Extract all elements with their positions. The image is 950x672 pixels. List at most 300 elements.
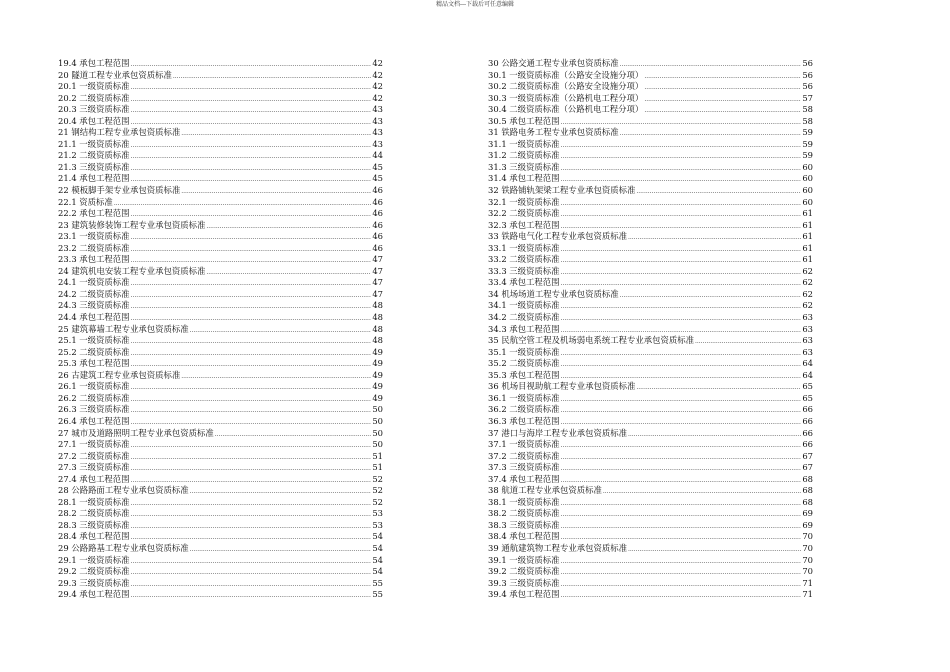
toc-entry-page-number: 61 (802, 208, 813, 219)
toc-entry-title: 33.4 承包工程范围 (488, 277, 560, 288)
toc-entry[interactable] (58, 231, 383, 243)
toc-entry-page-number: 50 (372, 415, 383, 426)
toc-entry[interactable] (58, 289, 383, 301)
toc-dot-leader (561, 508, 802, 520)
toc-entry-page-number: 44 (372, 150, 383, 161)
toc-entry-title: 38.3 三级资质标准 (488, 519, 560, 530)
toc-entry[interactable] (488, 266, 813, 278)
toc-entry-title: 39.4 承包工程范围 (488, 589, 560, 600)
toc-entry[interactable] (58, 416, 383, 428)
toc-entry-title: 20.2 二级资质标准 (58, 92, 130, 103)
toc-entry-page-number: 60 (802, 161, 813, 172)
toc-entry-title: 21 钢结构工程专业承包资质标准 (58, 127, 181, 138)
toc-entry[interactable] (58, 428, 383, 440)
toc-entry-title: 22.1 资质标准 (58, 196, 113, 207)
toc-entry-title: 38.4 承包工程范围 (488, 531, 560, 542)
toc-entry-page-number: 49 (372, 392, 383, 403)
toc-entry[interactable] (58, 543, 383, 555)
toc-entry[interactable] (58, 312, 383, 324)
toc-entry-title: 37.1 一级资质标准 (488, 439, 560, 450)
toc-dot-leader (561, 150, 802, 162)
toc-entry[interactable] (488, 277, 813, 289)
toc-dot-leader (561, 497, 802, 509)
toc-entry[interactable] (488, 197, 813, 209)
toc-entry-page-number: 50 (372, 404, 383, 415)
toc-dot-leader (181, 370, 371, 382)
toc-dot-leader (636, 381, 801, 393)
toc-entry-title: 30 公路交通工程专业承包资质标准 (488, 58, 619, 68)
toc-entry-title: 24 建筑机电安装工程专业承包资质标准 (58, 265, 206, 276)
toc-dot-leader (206, 266, 371, 278)
toc-entry-title: 30.1 一级资质标准（公路安全设施分项） (488, 69, 644, 80)
toc-entry-page-number: 68 (802, 473, 813, 484)
toc-entry-page-number: 55 (372, 577, 383, 588)
toc-entry-page-number: 49 (372, 381, 383, 392)
toc-dot-leader (561, 474, 802, 486)
toc-entry-title: 21.2 二级资质标准 (58, 150, 130, 161)
toc-entry-title: 31.3 三级资质标准 (488, 161, 560, 172)
toc-entry-page-number: 66 (802, 415, 813, 426)
toc-entry[interactable] (488, 555, 813, 567)
toc-dot-leader (561, 462, 802, 474)
toc-entry[interactable] (488, 150, 813, 162)
toc-entry-page-number: 62 (802, 265, 813, 276)
toc-entry[interactable] (58, 589, 383, 601)
toc-entry[interactable] (488, 404, 813, 416)
toc-entry[interactable] (488, 508, 813, 520)
toc-entry[interactable] (488, 531, 813, 543)
toc-entry[interactable] (58, 173, 383, 185)
toc-entry[interactable] (58, 150, 383, 162)
toc-dot-leader (561, 300, 802, 312)
toc-entry[interactable] (488, 289, 813, 301)
toc-entry[interactable] (488, 58, 813, 70)
toc-entry-title: 30.2 二级资质标准（公路安全设施分项） (488, 81, 644, 92)
toc-dot-leader (628, 543, 801, 555)
toc-entry[interactable] (58, 578, 383, 590)
toc-dot-leader (561, 451, 802, 463)
toc-dot-leader (561, 370, 802, 382)
toc-dot-leader (131, 520, 372, 532)
toc-entry-page-number: 60 (802, 185, 813, 196)
toc-entry-page-number: 45 (372, 173, 383, 184)
toc-entry-page-number: 67 (802, 450, 813, 461)
toc-entry[interactable] (58, 81, 383, 93)
toc-entry-title: 34.2 二级资质标准 (488, 312, 560, 323)
toc-entry-page-number: 63 (802, 323, 813, 334)
toc-entry-page-number: 46 (372, 196, 383, 207)
toc-entry[interactable] (488, 370, 813, 382)
toc-entry[interactable] (488, 497, 813, 509)
toc-dot-leader (603, 485, 802, 497)
toc-entry[interactable] (58, 474, 383, 486)
toc-entry[interactable] (488, 185, 813, 197)
toc-entry-page-number: 47 (372, 254, 383, 265)
toc-entry[interactable] (488, 428, 813, 440)
toc-entry-page-number: 48 (372, 335, 383, 346)
toc-dot-leader (131, 81, 372, 93)
toc-dot-leader (561, 220, 802, 232)
toc-entry-page-number: 42 (372, 69, 383, 80)
toc-entry-page-number: 47 (372, 288, 383, 299)
toc-entry-title: 22 模板脚手架专业承包资质标准 (58, 185, 181, 196)
toc-dot-leader (131, 93, 372, 105)
toc-entry[interactable] (58, 277, 383, 289)
toc-entry[interactable] (58, 451, 383, 463)
toc-entry[interactable] (58, 104, 383, 116)
toc-entry-title: 23 建筑装修装饰工程专业承包资质标准 (58, 219, 206, 230)
toc-entry-title: 32.3 承包工程范围 (488, 219, 560, 230)
toc-entry[interactable] (58, 127, 383, 139)
toc-entry-title: 33.3 三级资质标准 (488, 265, 560, 276)
toc-entry[interactable] (488, 485, 813, 497)
toc-entry-title: 29 公路路基工程专业承包资质标准 (58, 542, 189, 553)
toc-dot-leader (561, 566, 802, 578)
toc-entry-page-number: 54 (372, 566, 383, 577)
toc-entry[interactable] (58, 335, 383, 347)
toc-entry-page-number: 59 (802, 138, 813, 149)
toc-entry-page-number: 49 (372, 369, 383, 380)
toc-entry[interactable] (488, 220, 813, 232)
toc-dot-leader (131, 335, 372, 347)
toc-entry-page-number: 62 (802, 277, 813, 288)
toc-entry[interactable] (488, 451, 813, 463)
toc-entry[interactable] (58, 197, 383, 209)
toc-entry-title: 36.3 承包工程范围 (488, 415, 560, 426)
toc-entry-page-number: 56 (802, 58, 813, 68)
toc-entry-page-number: 46 (372, 208, 383, 219)
toc-entry-page-number: 43 (372, 115, 383, 126)
toc-dot-leader (131, 566, 372, 578)
toc-entry-page-number: 60 (802, 173, 813, 184)
toc-entry-title: 23.2 二级资质标准 (58, 242, 130, 253)
toc-entry-title: 27.2 二级资质标准 (58, 450, 130, 461)
toc-dot-leader (644, 104, 801, 116)
toc-entry[interactable] (488, 208, 813, 220)
toc-entry[interactable] (58, 404, 383, 416)
toc-entry[interactable] (58, 116, 383, 128)
toc-entry-title: 39.2 二级资质标准 (488, 566, 560, 577)
toc-entry[interactable] (58, 162, 383, 174)
toc-entry[interactable] (58, 508, 383, 520)
toc-dot-leader (131, 254, 372, 266)
toc-entry[interactable] (488, 312, 813, 324)
toc-entry[interactable] (58, 243, 383, 255)
toc-entry[interactable] (58, 566, 383, 578)
toc-entry[interactable] (488, 347, 813, 359)
toc-entry-page-number: 56 (802, 81, 813, 92)
toc-entry-page-number: 54 (372, 554, 383, 565)
toc-entry-title: 29.3 三级资质标准 (58, 577, 130, 588)
toc-entry-page-number: 42 (372, 58, 383, 68)
toc-entry[interactable] (488, 139, 813, 151)
toc-entry-page-number: 70 (802, 531, 813, 542)
toc-entry-title: 28.1 一级资质标准 (58, 496, 130, 507)
toc-dot-leader (131, 289, 372, 301)
toc-entry[interactable] (488, 543, 813, 555)
toc-entry-title: 26.1 一级资质标准 (58, 381, 130, 392)
toc-entry-title: 35.1 一级资质标准 (488, 346, 560, 357)
toc-entry[interactable] (488, 416, 813, 428)
toc-dot-leader (131, 416, 372, 428)
toc-dot-leader (131, 312, 372, 324)
toc-dot-leader (561, 173, 802, 185)
toc-entry[interactable] (58, 381, 383, 393)
toc-entry-page-number: 71 (802, 589, 813, 600)
toc-dot-leader (561, 589, 802, 601)
toc-entry[interactable] (488, 254, 813, 266)
toc-dot-leader (644, 81, 801, 93)
toc-entry[interactable] (488, 127, 813, 139)
toc-dot-leader (644, 70, 801, 82)
toc-dot-leader (131, 555, 372, 567)
toc-entry[interactable] (58, 266, 383, 278)
toc-entry[interactable] (488, 173, 813, 185)
toc-entry-page-number: 69 (802, 508, 813, 519)
toc-entry-title: 29.4 承包工程范围 (58, 589, 130, 600)
toc-entry[interactable] (58, 93, 383, 105)
toc-entry-title: 19.4 承包工程范围 (58, 58, 130, 68)
toc-entry-title: 36.1 一级资质标准 (488, 392, 560, 403)
toc-entry[interactable] (488, 231, 813, 243)
toc-entry-page-number: 70 (802, 566, 813, 577)
toc-entry[interactable] (488, 162, 813, 174)
toc-entry[interactable] (58, 220, 383, 232)
toc-dot-leader (561, 277, 802, 289)
toc-dot-leader (561, 347, 802, 359)
toc-entry-title: 30.4 二级资质标准（公路机电工程分项） (488, 104, 644, 115)
toc-entry[interactable] (58, 370, 383, 382)
toc-entry-page-number: 47 (372, 277, 383, 288)
toc-entry[interactable] (488, 70, 813, 82)
toc-entry-title: 36 机场目视助航工程专业承包资质标准 (488, 381, 636, 392)
toc-dot-leader (131, 393, 372, 405)
toc-entry-page-number: 51 (372, 450, 383, 461)
toc-entry-title: 26.2 二级资质标准 (58, 392, 130, 403)
toc-entry-title: 32.1 一级资质标准 (488, 196, 560, 207)
toc-dot-leader (561, 243, 802, 255)
toc-dot-leader (190, 485, 372, 497)
toc-entry-page-number: 49 (372, 346, 383, 357)
toc-entry[interactable] (58, 139, 383, 151)
toc-dot-leader (131, 578, 372, 590)
toc-dot-leader (561, 162, 802, 174)
toc-entry[interactable] (58, 70, 383, 82)
toc-entry-title: 34 机场场道工程专业承包资质标准 (488, 288, 619, 299)
toc-dot-leader (131, 139, 372, 151)
toc-entry-page-number: 53 (372, 519, 383, 530)
toc-entry-page-number: 60 (802, 196, 813, 207)
toc-dot-leader (131, 589, 372, 601)
toc-entry-page-number: 67 (802, 462, 813, 473)
toc-dot-leader (131, 404, 372, 416)
toc-dot-leader (628, 231, 801, 243)
toc-entry-title: 33.1 一级资质标准 (488, 242, 560, 253)
toc-entry-page-number: 64 (802, 358, 813, 369)
toc-column-left (58, 58, 383, 601)
toc-entry-title: 38.1 一级资质标准 (488, 496, 560, 507)
toc-entry[interactable] (488, 439, 813, 451)
toc-entry-page-number: 46 (372, 231, 383, 242)
toc-entry-page-number: 46 (372, 185, 383, 196)
page-header: 精品文档---下载后可任意编辑 (435, 1, 515, 8)
toc-dot-leader (561, 439, 802, 451)
toc-entry[interactable] (58, 347, 383, 359)
toc-dot-leader (561, 197, 802, 209)
toc-entry-title: 26 古建筑工程专业承包资质标准 (58, 369, 181, 380)
toc-entry-title: 24.3 三级资质标准 (58, 300, 130, 311)
toc-dot-leader (181, 185, 371, 197)
toc-entry[interactable] (488, 335, 813, 347)
toc-dot-leader (561, 358, 802, 370)
toc-dot-leader (131, 508, 372, 520)
toc-dot-leader (131, 243, 372, 255)
toc-entry-page-number: 47 (372, 265, 383, 276)
toc-entry-page-number: 66 (802, 404, 813, 415)
toc-entry-page-number: 48 (372, 312, 383, 323)
toc-entry[interactable] (58, 254, 383, 266)
toc-dot-leader (561, 555, 802, 567)
toc-entry[interactable] (58, 358, 383, 370)
toc-entry[interactable] (488, 243, 813, 255)
toc-entry-page-number: 42 (372, 81, 383, 92)
toc-dot-leader (131, 162, 372, 174)
toc-entry-title: 25.3 承包工程范围 (58, 358, 130, 369)
toc-entry-page-number: 43 (372, 104, 383, 115)
toc-entry[interactable] (58, 439, 383, 451)
toc-dot-leader (131, 462, 372, 474)
toc-entry[interactable] (488, 93, 813, 105)
toc-dot-leader (561, 531, 802, 543)
toc-entry-page-number: 43 (372, 138, 383, 149)
toc-dot-leader (561, 312, 802, 324)
toc-entry-page-number: 42 (372, 92, 383, 103)
toc-dot-leader (561, 520, 802, 532)
toc-entry[interactable] (58, 324, 383, 336)
toc-dot-leader (561, 324, 802, 336)
toc-entry-title: 33.2 二级资质标准 (488, 254, 560, 265)
toc-entry-title: 39.3 三级资质标准 (488, 577, 560, 588)
toc-dot-leader (620, 127, 802, 139)
toc-entry-page-number: 52 (372, 485, 383, 496)
toc-entry-title: 28.3 三级资质标准 (58, 519, 130, 530)
toc-entry[interactable] (58, 497, 383, 509)
toc-entry[interactable] (58, 185, 383, 197)
toc-entry[interactable] (488, 474, 813, 486)
toc-entry-page-number: 70 (802, 542, 813, 553)
toc-entry-page-number: 62 (802, 300, 813, 311)
toc-entry-title: 31.4 承包工程范围 (488, 173, 560, 184)
toc-entry-title: 24.1 一级资质标准 (58, 277, 130, 288)
toc-entry-page-number: 66 (802, 427, 813, 438)
toc-entry-page-number: 52 (372, 496, 383, 507)
toc-entry-page-number: 53 (372, 508, 383, 519)
toc-column-right (488, 58, 813, 601)
toc-entry[interactable] (58, 520, 383, 532)
toc-entry-title: 25 建筑幕墙工程专业承包资质标准 (58, 323, 189, 334)
toc-entry-title: 37.4 承包工程范围 (488, 473, 560, 484)
toc-dot-leader (131, 116, 372, 128)
toc-entry[interactable] (58, 208, 383, 220)
toc-entry[interactable] (488, 300, 813, 312)
toc-entry-page-number: 68 (802, 485, 813, 496)
toc-entry-title: 38.2 二级资质标准 (488, 508, 560, 519)
toc-entry-title: 29.2 二级资质标准 (58, 566, 130, 577)
toc-entry[interactable] (488, 381, 813, 393)
toc-dot-leader (206, 220, 371, 232)
toc-entry-title: 25.1 一级资质标准 (58, 335, 130, 346)
toc-entry-page-number: 65 (802, 392, 813, 403)
toc-entry[interactable] (58, 300, 383, 312)
toc-entry[interactable] (488, 116, 813, 128)
toc-entry-page-number: 64 (802, 369, 813, 380)
toc-dot-leader (131, 58, 372, 70)
toc-dot-leader (131, 347, 372, 359)
toc-entry-page-number: 50 (372, 427, 383, 438)
toc-entry-page-number: 61 (802, 231, 813, 242)
toc-entry-title: 32.2 二级资质标准 (488, 208, 560, 219)
toc-entry-title: 39 通航建筑物工程专业承包资质标准 (488, 542, 627, 553)
toc-entry-title: 27.3 三级资质标准 (58, 462, 130, 473)
toc-entry-title: 21.3 三级资质标准 (58, 161, 130, 172)
toc-entry[interactable] (58, 555, 383, 567)
toc-entry-title: 27.4 承包工程范围 (58, 473, 130, 484)
toc-entry[interactable] (58, 393, 383, 405)
toc-dot-leader (131, 150, 372, 162)
toc-entry[interactable] (488, 104, 813, 116)
toc-dot-leader (131, 497, 372, 509)
toc-entry-page-number: 71 (802, 577, 813, 588)
toc-entry[interactable] (488, 358, 813, 370)
toc-entry-title: 35.3 承包工程范围 (488, 369, 560, 380)
toc-entry-page-number: 70 (802, 554, 813, 565)
toc-entry-page-number: 51 (372, 462, 383, 473)
toc-entry-title: 23.1 一级资质标准 (58, 231, 130, 242)
toc-entry-title: 21.4 承包工程范围 (58, 173, 130, 184)
toc-entry-page-number: 57 (802, 92, 813, 103)
toc-dot-leader (131, 451, 372, 463)
toc-entry-page-number: 63 (802, 312, 813, 323)
toc-entry-page-number: 56 (802, 69, 813, 80)
toc-entry[interactable] (488, 578, 813, 590)
toc-entry-title: 37.3 三级资质标准 (488, 462, 560, 473)
toc-dot-leader (131, 531, 372, 543)
toc-entry-title: 32 铁路铺轨架梁工程专业承包资质标准 (488, 185, 636, 196)
toc-entry-title: 20.3 三级资质标准 (58, 104, 130, 115)
toc-dot-leader (131, 173, 372, 185)
toc-entry[interactable] (488, 566, 813, 578)
toc-entry[interactable] (488, 462, 813, 474)
toc-entry[interactable] (488, 393, 813, 405)
toc-dot-leader (561, 404, 802, 416)
toc-entry-page-number: 61 (802, 219, 813, 230)
toc-entry[interactable] (58, 462, 383, 474)
toc-entry[interactable] (488, 81, 813, 93)
toc-entry[interactable] (488, 589, 813, 601)
toc-entry-title: 26.4 承包工程范围 (58, 415, 130, 426)
toc-dot-leader (173, 70, 372, 82)
toc-entry[interactable] (58, 58, 383, 70)
toc-entry-title: 24.2 二级资质标准 (58, 288, 130, 299)
toc-entry[interactable] (58, 531, 383, 543)
toc-entry[interactable] (58, 485, 383, 497)
toc-entry-page-number: 63 (802, 335, 813, 346)
toc-entry[interactable] (488, 520, 813, 532)
toc-entry[interactable] (488, 324, 813, 336)
toc-entry-page-number: 46 (372, 242, 383, 253)
toc-entry-page-number: 68 (802, 496, 813, 507)
toc-dot-leader (131, 474, 372, 486)
